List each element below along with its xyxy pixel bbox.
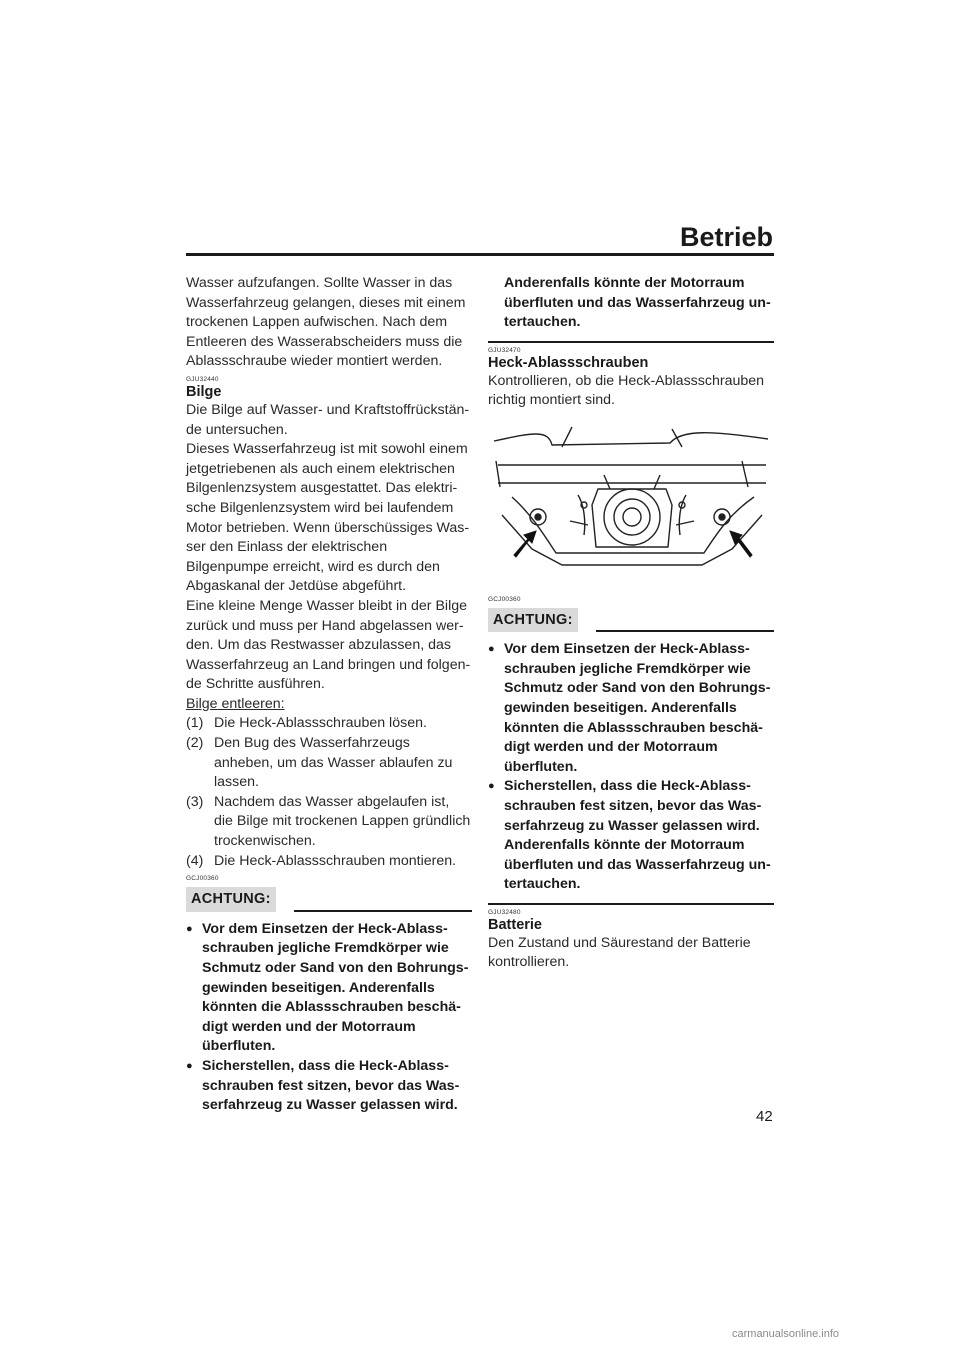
battery-paragraph: Den Zustand und Säurestand der Batterie kontrollieren. (488, 934, 751, 971)
caution-header (488, 608, 774, 633)
step-item (186, 852, 472, 872)
bilge-paragraph-2: Dieses Wasserfahrzeug ist mit sowohl einem jetgetriebenen als auch einem elektrischen Bilgenlenzsystem ausgestattet. Das elektrische Bilgenlenzsystem wird bei laufendem Motor betrieben. Wenn überschüssiges Wasser den Einlass der elektrischen Bilgenpumpe erreicht, wird es durch den Abgaskanal der Jetdüse abgeführt. (186, 441, 470, 595)
caution-rule (294, 910, 472, 912)
caution-badge: ACHTUNG: (186, 887, 276, 912)
step-item (186, 734, 472, 793)
caution-bullet-text: Sicherstellen, dass die Heck-Ablassschrauben fest sitzen, bevor das Wasserfahrzeug zu Wasser gelassen wird. Anderenfalls könnte der Motorraum überfluten und das Wasserfahrzeug untertauchen. (504, 778, 771, 893)
caution-bullet-text: Vor dem Einsetzen der Heck-Ablassschrauben jegliche Fremdkörper wie Schmutz oder Sand von den Bohrungsgewinden beseitigen. Anderenfalls könnten die Ablassschrauben beschädigt werden und der Motorraum überfluten. (202, 920, 469, 1055)
bullet-dot-icon: ● (488, 643, 495, 656)
caution-bullet (186, 920, 472, 1057)
section-title-bilge: Bilge (186, 383, 222, 400)
step-text: Die Heck-Ablassschrauben montieren. (214, 852, 457, 869)
caution-bullet (186, 1057, 472, 1116)
left-column (186, 274, 472, 1116)
caution-header (186, 887, 472, 912)
intro-paragraph: Wasser aufzufangen. Sollte Wasser in das Wasserfahrzeug gelangen, dieses mit einem trockenen Lappen aufwischen. Nach dem Entleeren des Wasserabscheiders muss die Ablassschraube wieder montiert werden. (186, 275, 466, 370)
step-text: Nachdem das Wasser abgelaufen ist, die Bilge mit trockenen Lappen gründlich trockenwischen. (214, 793, 471, 850)
steps-heading: Bilge entleeren: (186, 695, 285, 712)
page-title: Betrieb (679, 222, 773, 252)
header-rule (186, 253, 774, 256)
bullet-dot-icon: ● (488, 780, 495, 793)
section-code: GJU32470 (488, 346, 521, 354)
section-title-heck: Heck-Ablassschrauben (488, 354, 649, 371)
bilge-paragraph-1: Die Bilge auf Wasser- und Kraftstoffrückstände untersuchen. (186, 401, 470, 438)
step-number: (2) (186, 735, 204, 752)
page-number: 42 (756, 1108, 773, 1125)
caution-bullet (488, 777, 774, 895)
bilge-paragraph-3: Eine kleine Menge Wasser bleibt in der Bilge zurück und muss per Hand abgelassen werden. Um das Restwasser abzulassen, das Wasserfahrzeug an Land bringen und folgende Schritte ausführen. (186, 597, 471, 693)
step-number: (3) (186, 793, 204, 810)
caution-bullet (488, 640, 774, 777)
caution-bullet-text: Sicherstellen, dass die Heck-Ablassschrauben fest sitzen, bevor das Wasserfahrzeug zu Wasser gelassen wird. (202, 1057, 460, 1114)
bullet-dot-icon: ● (186, 922, 193, 935)
drain-plug-illustration (492, 425, 772, 575)
section-title-battery: Batterie (488, 916, 542, 933)
step-number: (4) (186, 852, 204, 869)
watermark: carmanualsonline.info (732, 1328, 840, 1340)
section-code: GJU32440 (186, 375, 219, 383)
right-column (488, 274, 774, 973)
caution-continued: Anderenfalls könnte der Motorraum überfluten und das Wasserfahrzeug untertauchen. (504, 275, 771, 331)
step-item (186, 793, 472, 852)
section-code: GJU32480 (488, 908, 521, 916)
caution-end-rule (488, 903, 774, 905)
step-text: Den Bug des Wasserfahrzeugs anheben, um das Wasser ablaufen zu lassen. (214, 735, 453, 791)
step-item (186, 714, 472, 734)
bullet-dot-icon: ● (186, 1059, 193, 1072)
caution-bullet-text: Vor dem Einsetzen der Heck-Ablassschrauben jegliche Fremdkörper wie Schmutz oder Sand von den Bohrungsgewinden beseitigen. Anderenfalls könnten die Ablassschrauben beschädigt werden und der Motorraum überfluten. (504, 641, 771, 775)
step-number: (1) (186, 715, 204, 732)
caution-end-rule (488, 341, 774, 343)
step-text: Die Heck-Ablassschrauben lösen. (214, 715, 427, 732)
caution-rule (596, 630, 774, 632)
caution-code: GCJ00360 (186, 875, 219, 883)
heck-paragraph: Kontrollieren, ob die Heck-Ablassschrauben richtig montiert sind. (488, 372, 765, 409)
caution-badge: ACHTUNG: (488, 608, 578, 633)
caution-code: GCJ00360 (488, 595, 521, 603)
